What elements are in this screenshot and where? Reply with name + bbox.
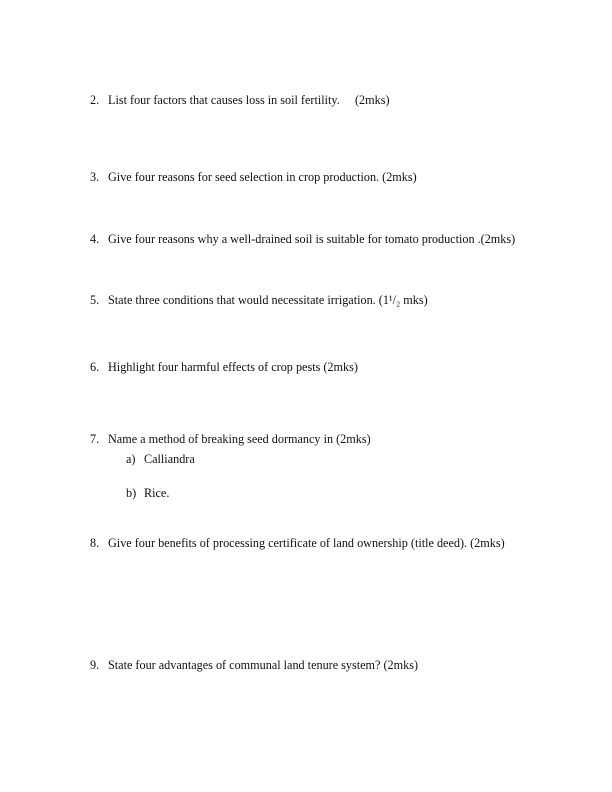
question-item [90, 93, 582, 108]
question-number: 8. [90, 536, 100, 550]
question-text: State four advantages of communal land tenure system? [108, 658, 384, 672]
question-marks: (2mks) [470, 536, 505, 550]
question-number: 9. [90, 658, 100, 672]
question-marks: (2mks) [480, 232, 516, 246]
question-item [90, 293, 582, 308]
question-number: 3. [90, 170, 100, 184]
question-marks: (1¹/₂ mks) [378, 293, 428, 307]
question-item [90, 232, 582, 247]
question-number: 7. [90, 432, 100, 446]
subquestion-text: Rice. [144, 486, 170, 500]
subquestion-item [126, 452, 195, 467]
question-number: 6. [90, 360, 100, 374]
question-item [90, 432, 582, 447]
question-item [90, 170, 582, 185]
question-text: Name a method of breaking seed dormancy in [108, 432, 337, 446]
question-number: 5. [90, 293, 100, 307]
question-item [90, 360, 582, 375]
question-number: 4. [90, 232, 100, 246]
subquestion-letter: b) [126, 486, 137, 500]
question-text: List four factors that causes loss in soil fertility. [108, 93, 355, 107]
question-text: Give four benefits of processing certificate of land ownership (title deed). [108, 536, 471, 550]
question-marks: (2mks) [323, 360, 358, 374]
question-text: State three conditions that would necessitate irrigation. [108, 293, 379, 307]
question-marks: (2mks) [383, 658, 419, 672]
question-number: 2. [90, 93, 100, 107]
question-item [90, 658, 582, 673]
subquestion-letter: a) [126, 452, 136, 466]
question-marks: (2mks) [354, 93, 390, 107]
question-text: Give four reasons why a well-drained soil is suitable for tomato production . [108, 232, 481, 246]
question-item [90, 536, 582, 551]
question-marks: (2mks) [382, 170, 417, 184]
question-text: Highlight four harmful effects of crop pests [108, 360, 324, 374]
question-marks: (2mks) [336, 432, 371, 446]
subquestion-text: Calliandra [144, 452, 195, 466]
subquestion-item [126, 486, 169, 501]
question-text: Give four reasons for seed selection in crop production. [108, 170, 383, 184]
